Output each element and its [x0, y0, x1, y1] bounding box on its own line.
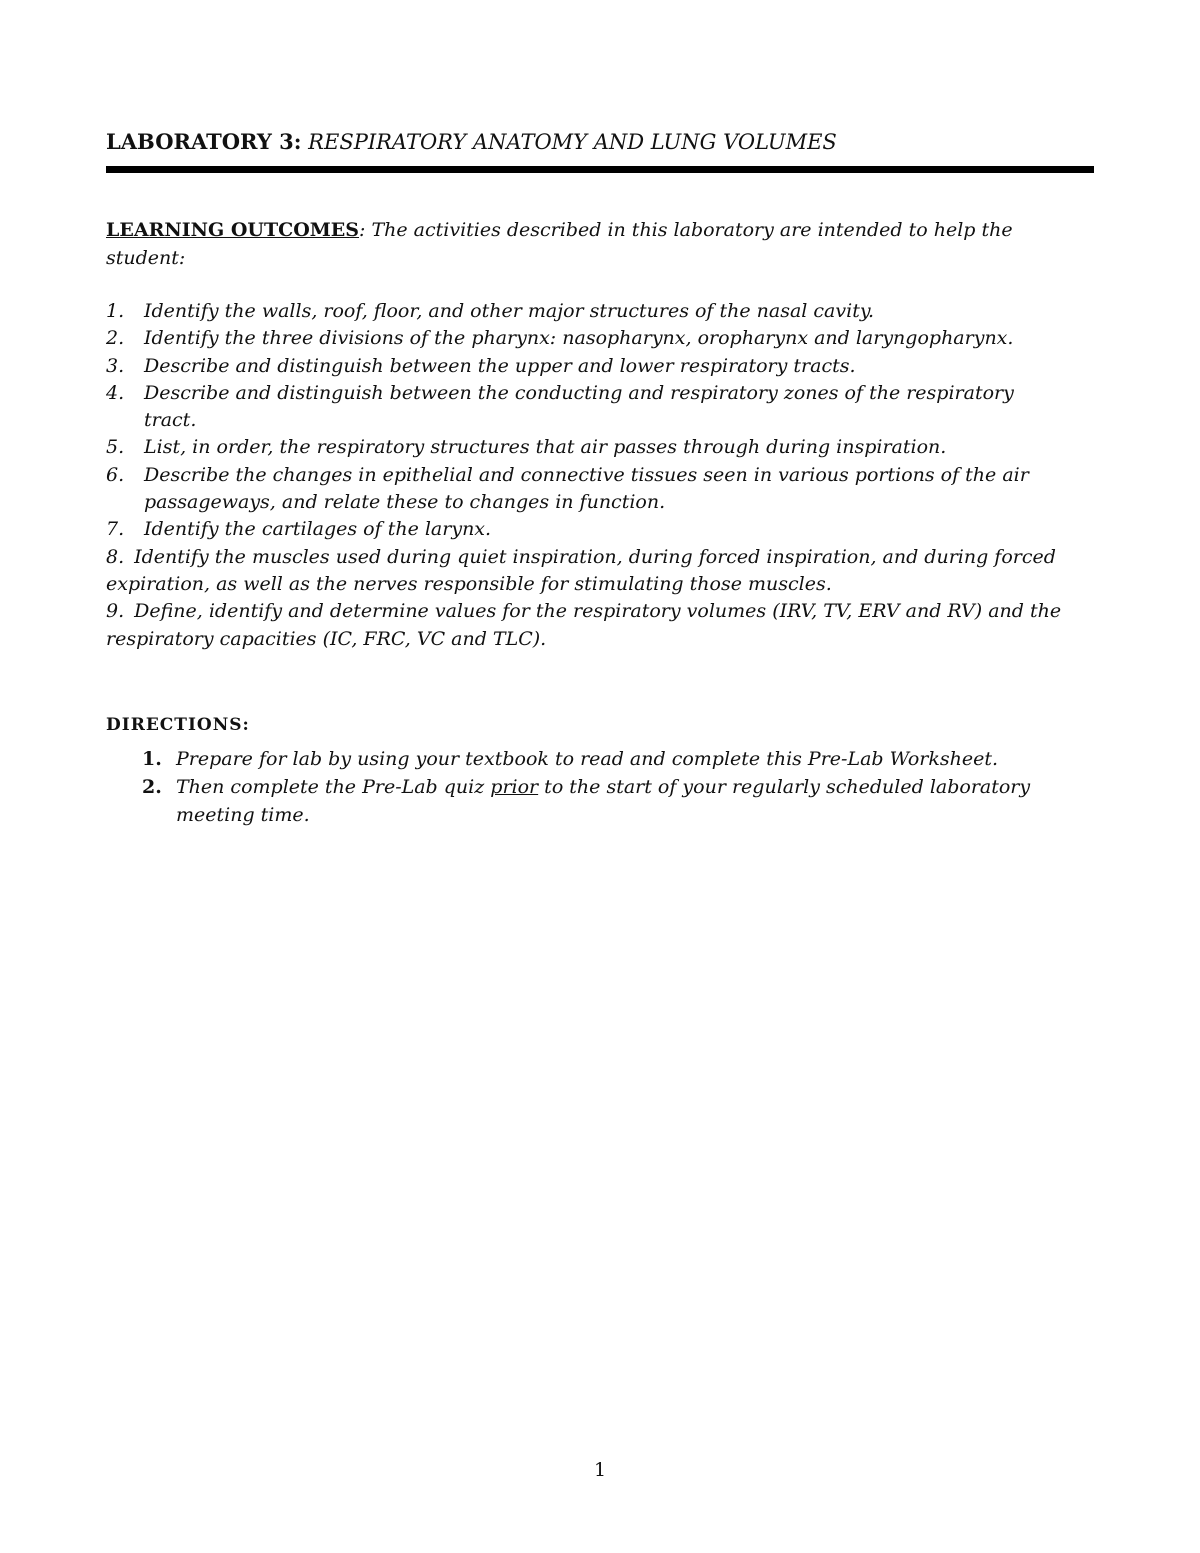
list-item [106, 353, 1066, 380]
directions-heading: DIRECTIONS: [106, 715, 250, 735]
list-item [106, 544, 1066, 599]
list-item-text: List, in order, the respiratory structures that air passes through during inspiration. [144, 436, 947, 459]
list-item [106, 516, 1066, 543]
directions-list [106, 745, 1066, 829]
list-item [106, 298, 1066, 325]
list-item-number: 9. [106, 600, 125, 623]
list-item [106, 598, 1066, 653]
list-item-text: Identify the muscles used during quiet inspiration, during forced inspiration, and during forced expiration, as well as the nerves responsible for stimulating those muscles. [106, 545, 1056, 595]
title-divider [106, 166, 1094, 173]
list-item-number: 8. [106, 545, 125, 568]
list-item-text-before: Then complete the Pre-Lab quiz [176, 776, 491, 798]
list-item-number: 2. [142, 776, 162, 798]
list-item-text: Describe and distinguish between the upper and lower respiratory tracts. [144, 354, 856, 377]
list-item-text: Identify the cartilages of the larynx. [144, 518, 492, 541]
list-item-text-after: to the start of your regularly scheduled laboratory meeting time. [176, 776, 1031, 826]
list-item-number: 2. [106, 327, 125, 350]
learning-outcomes-heading: LEARNING OUTCOMES [106, 219, 360, 241]
list-item-text: Describe and distinguish between the conducting and respiratory zones of the respiratory tract. [144, 381, 1014, 432]
list-item [106, 380, 1066, 435]
list-item [106, 773, 1066, 829]
list-item-text: Define, identify and determine values for the respiratory volumes (IRV, TV, ERV and RV) and the respiratory capacities (IC, FRC, VC and TLC). [106, 600, 1062, 650]
page-number: 1 [593, 1459, 607, 1481]
list-item-text: Describe the changes in epithelial and connective tissues seen in various portions of the air passageways, and relate these to changes in function. [144, 463, 1029, 514]
list-item-number: 3. [106, 354, 125, 377]
learning-outcomes-list [106, 298, 1066, 653]
list-item-text: Identify the walls, roof, floor, and other major structures of the nasal cavity. [144, 300, 875, 322]
list-item-number: 4. [106, 381, 125, 404]
page-title [106, 128, 837, 156]
list-item [106, 462, 1066, 517]
list-item-number: 1. [142, 748, 162, 770]
learning-outcomes-intro [106, 216, 1056, 272]
list-item-number: 1. [106, 300, 125, 322]
list-item-number: 7. [106, 518, 125, 541]
list-item-text: Identify the three divisions of the pharynx: nasopharynx, oropharynx and laryngopharynx. [144, 327, 1014, 350]
list-item [106, 434, 1066, 461]
list-item-number: 5. [106, 436, 125, 459]
list-item-text: Prepare for lab by using your textbook to read and complete this Pre-Lab Worksheet. [176, 748, 999, 770]
title-subject: RESPIRATORY ANATOMY AND LUNG VOLUMES [308, 130, 837, 154]
list-item-emphasis: prior [490, 776, 539, 798]
learning-outcomes-intro-text: : The activities described in this laboratory are intended to help the student: [106, 219, 1013, 269]
list-item [106, 325, 1066, 352]
list-item-number: 6. [106, 463, 125, 486]
list-item [106, 745, 1066, 773]
title-label: LABORATORY 3: [106, 129, 302, 154]
